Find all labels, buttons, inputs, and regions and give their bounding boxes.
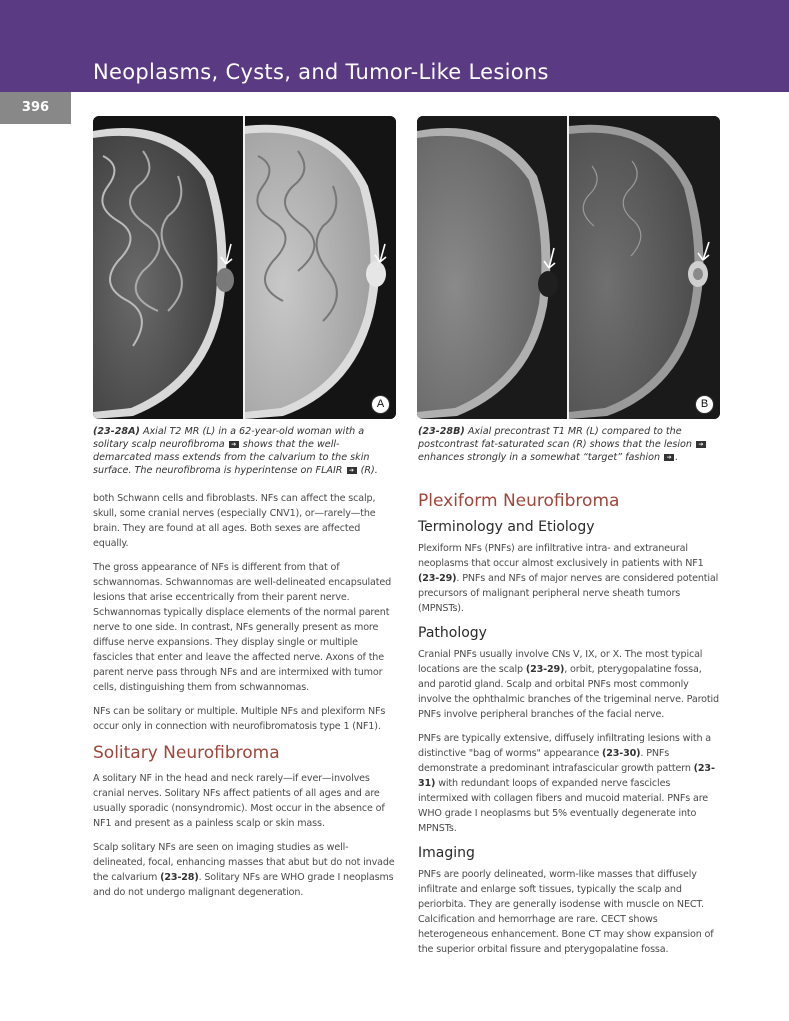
figure-reference: (23-29)	[418, 573, 457, 584]
paragraph	[93, 840, 395, 900]
figure-reference: (23-28)	[160, 872, 199, 883]
caption-text: Axial T2 MR (L) in a 62-year-old woman with a solitary scalp neurofibroma	[93, 426, 365, 450]
caption-label: (23-28A)	[93, 426, 140, 437]
figure-divider	[243, 116, 245, 419]
text: . PNFs and NFs of major nerves are considered potential precursors of malignant peripheral nerve sheath tumors (MPNSTs).	[418, 573, 719, 614]
right-arrow-icon: ➔	[229, 441, 239, 448]
subheading-imaging: Imaging	[418, 845, 475, 861]
page-header	[0, 0, 789, 92]
caption-text: .	[675, 452, 679, 463]
paragraph: PNFs are poorly delineated, worm-like masses that diffusely infiltrate and enlarge soft tissues, typically the scalp and periorbita. They are generally isodense with muscle on NECT. Calcification and hemorrhage are rare. CECT shows heterogeneous enhancement. Bone CT may show expansion of the superior orbital fissure and pterygopalatine fossa.	[418, 869, 714, 955]
figure-23-28b-image	[417, 116, 720, 419]
text: Scalp solitary NFs are seen on imaging studies as well-delineated, focal, enhancing masses that abut but do not invade the calvarium	[93, 842, 395, 883]
text: with redundant loops of expanded nerve fascicles intermixed with collagen fibers and mucoid material. PNFs are WHO grade I neoplasms but 5% eventually degenerate into MPNSTs.	[418, 778, 709, 834]
text: . Solitary NFs are WHO grade I neoplasms and do not undergo malignant degeneration.	[93, 872, 394, 898]
right-arrow-icon: ➔	[347, 467, 357, 474]
caption-text: Axial precontrast T1 MR (L) compared to the postcontrast fat-saturated scan (R) shows that the lesion	[418, 426, 696, 450]
caption-label: (23-28B)	[418, 426, 465, 437]
section-heading-plexiform-neurofibroma: Plexiform Neurofibroma	[418, 491, 620, 511]
figure-reference: (23-30)	[601, 748, 641, 759]
figure-caption-a	[93, 425, 393, 477]
paragraph: both Schwann cells and fibroblasts. NFs can affect the scalp, skull, some cranial nerves (especially CNV1), or—rarely—the brain. They are found at all ages. Both sexes are affected equally.	[93, 493, 376, 549]
paragraph	[418, 541, 720, 616]
right-arrow-icon: ➔	[696, 441, 706, 448]
figure-reference: (23-31)	[418, 763, 715, 789]
subheading-pathology: Pathology	[418, 625, 487, 641]
paragraph: The gross appearance of NFs is different from that of schwannomas. Schwannomas are well-delineated encapsulated lesions that arise eccentrically from their parent nerve. Schwannomas typically displace elements of the normal parent nerve to one side. In contrast, NFs generally present as more diffuse nerve expansions. They display single or multiple fascicles that enter and leave the affected nerve. Axons of the parent nerve pass through NFs and are intermixed with tumor cells, distinguishing them from schwannomas.	[93, 562, 392, 693]
text: Plexiform NFs (PNFs) are infiltrative intra- and extraneural neoplasms that occur almost exclusively in patients with NF1	[418, 543, 704, 569]
paragraph	[418, 647, 720, 722]
chapter-title: Neoplasms, Cysts, and Tumor-Like Lesions	[93, 60, 549, 84]
text: PNFs are typically extensive, diffusely infiltrating lesions with a distinctive "bag of worms" appearance	[418, 733, 712, 759]
figure-letter-a: A	[371, 395, 390, 414]
figure-letter-b: B	[695, 395, 714, 414]
page-number: 396	[0, 92, 71, 124]
section-heading-solitary-neurofibroma: Solitary Neurofibroma	[93, 743, 280, 763]
paragraph: NFs can be solitary or multiple. Multiple NFs and plexiform NFs occur only in connection with neurofibromatosis type 1 (NF1).	[93, 706, 386, 732]
right-text-column	[418, 491, 720, 966]
text: , orbit, pterygopalatine fossa, and parotid gland. Scalp and orbital PNFs most commonly involve the ophthalmic branches of the trigeminal nerve. Parotid PNFs involve peripheral branches of the facial nerve.	[418, 664, 719, 720]
figure-caption-b	[418, 425, 718, 464]
paragraph: A solitary NF in the head and neck rarely—if ever—involves cranial nerves. Solitary NFs affect patients of all ages and are usually sporadic (nonsyndromic). Most occur in the absence of NF1 and present as a painless scalp or skin mass.	[93, 773, 385, 829]
caption-text: enhances strongly in a somewhat “target” fashion	[418, 452, 664, 463]
caption-text: (R).	[357, 465, 378, 476]
left-text-column	[93, 491, 395, 909]
figure-23-28a-image	[93, 116, 396, 419]
caption-text: shows that the well-demarcated mass extends from the calvarium to the skin surface. The neurofibroma is hyperintense on FLAIR	[93, 439, 370, 476]
figure-divider	[567, 116, 569, 419]
text: . PNFs demonstrate a predominant intrafascicular growth pattern	[418, 748, 694, 774]
subheading-terminology: Terminology and Etiology	[418, 519, 595, 535]
right-arrow-icon: ➔	[664, 454, 674, 461]
figure-reference: (23-29)	[525, 664, 565, 675]
paragraph	[418, 731, 720, 836]
text: Cranial PNFs usually involve CNs V, IX, or X. The most typical locations are the scalp	[418, 649, 703, 675]
